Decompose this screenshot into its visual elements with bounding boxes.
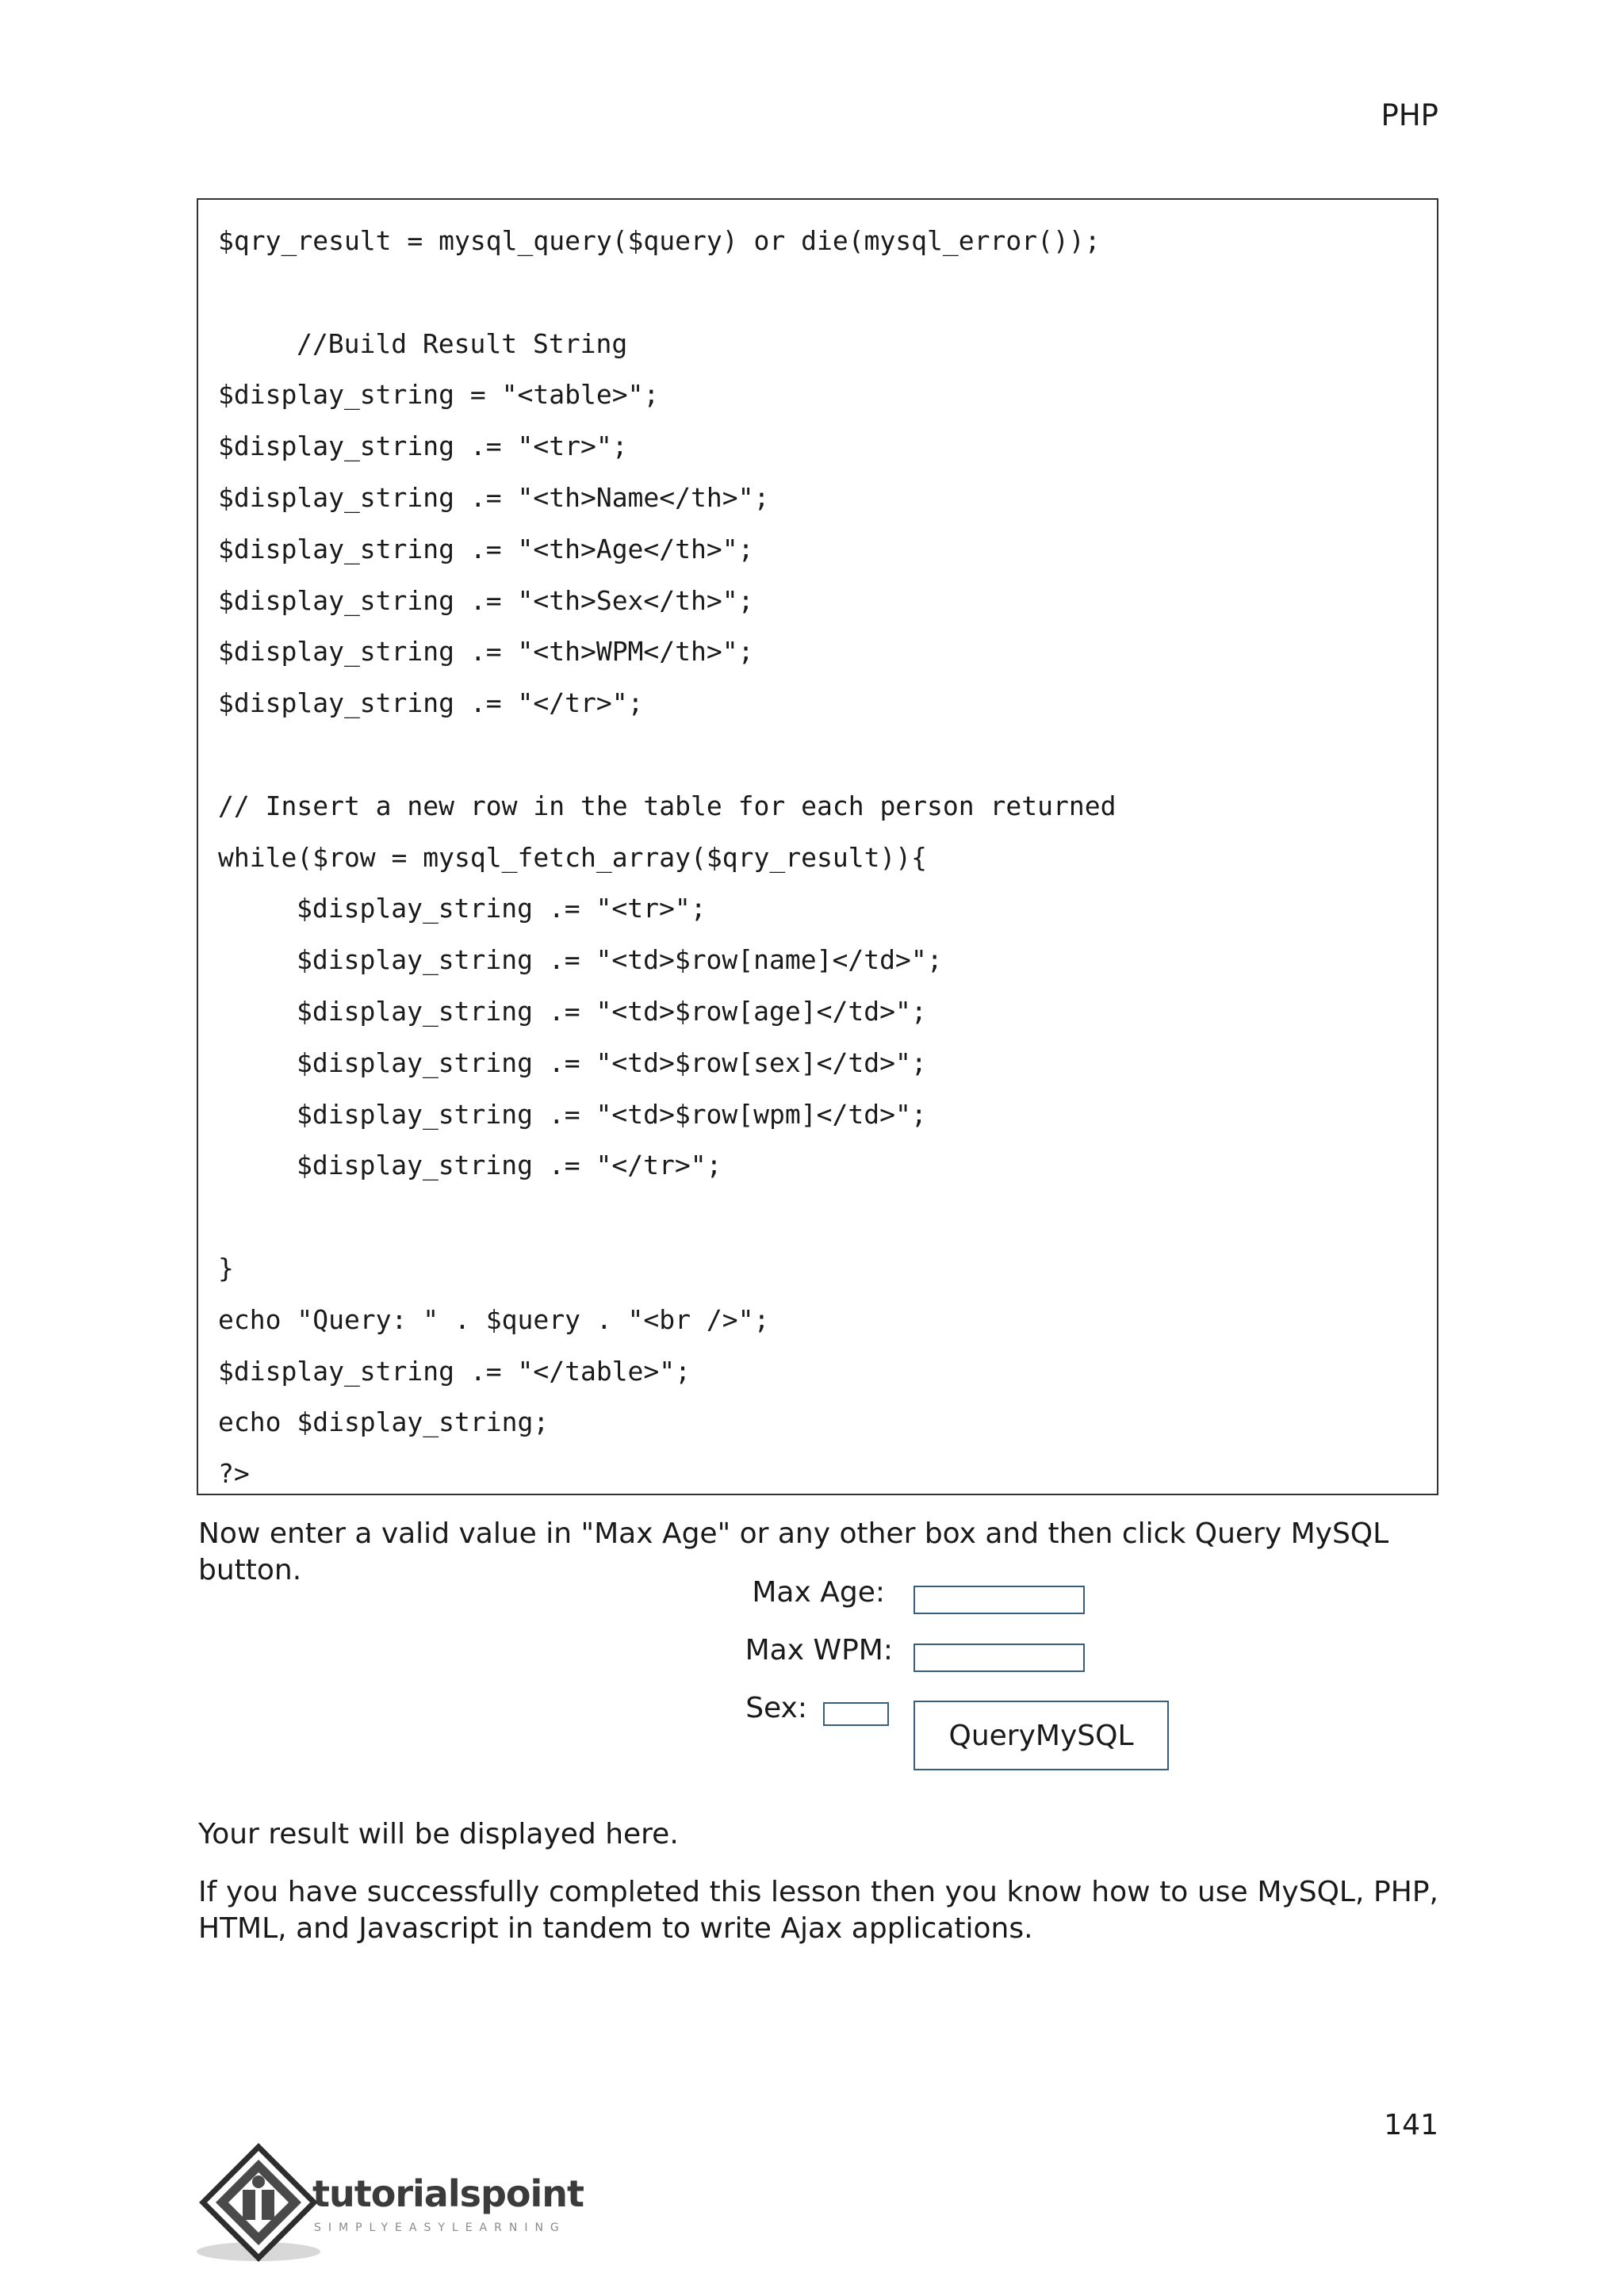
- conclusion-paragraph: If you have successfully completed this lesson then you know how to use MySQL, PHP, HTML, and Javascript in tandem to write Ajax applications.: [198, 1876, 1438, 1945]
- code-line: $display_string .= "<td>$row[sex]</td>";: [297, 1047, 927, 1078]
- code-line: while($row = mysql_fetch_array($qry_result)){: [218, 841, 928, 873]
- code-line: $display_string .= "<th>Age</th>";: [218, 533, 754, 564]
- code-line: $display_string .= "<th>Sex</th>";: [218, 584, 754, 616]
- code-line: echo $display_string;: [218, 1406, 550, 1438]
- code-line: $display_string .= "<td>$row[age]</td>";: [297, 995, 927, 1027]
- logo-wordmark: tutorialspoint: [312, 2172, 584, 2215]
- max-wpm-label: Max WPM:: [745, 1634, 893, 1667]
- sex-label: Sex:: [745, 1692, 807, 1724]
- section-header: PHP: [1381, 98, 1438, 132]
- code-line: $display_string .= "<tr>";: [218, 430, 628, 462]
- code-line: //Build Result String: [297, 327, 628, 359]
- code-line: $display_string .= "<td>$row[name]</td>";: [297, 944, 943, 976]
- code-line: $display_string .= "</tr>";: [218, 687, 644, 719]
- code-line: $display_string .= "</table>";: [218, 1355, 691, 1387]
- max-age-label: Max Age:: [752, 1576, 885, 1609]
- code-line: echo "Query: " . $query . "<br />";: [218, 1303, 770, 1335]
- query-mysql-button[interactable]: QueryMySQL: [914, 1701, 1169, 1770]
- code-line: $display_string .= "<th>Name</th>";: [218, 481, 770, 513]
- code-line: $display_string .= "<td>$row[wpm]</td>";: [297, 1098, 927, 1130]
- sex-select[interactable]: [823, 1702, 889, 1726]
- code-line: }: [218, 1252, 234, 1284]
- code-line: $display_string .= "</tr>";: [297, 1150, 722, 1181]
- result-paragraph: Your result will be displayed here.: [198, 1818, 679, 1850]
- max-age-input[interactable]: [914, 1586, 1085, 1614]
- code-line: $display_string = "<table>";: [218, 379, 660, 411]
- page-number: 141: [1384, 2109, 1438, 2141]
- code-line: $display_string .= "<tr>";: [297, 893, 707, 924]
- code-line: // Insert a new row in the table for each person returned: [218, 790, 1116, 821]
- code-line: $display_string .= "<th>WPM</th>";: [218, 636, 754, 668]
- code-block: [197, 198, 1438, 1495]
- max-wpm-input[interactable]: [914, 1644, 1085, 1672]
- code-line: [218, 1192, 1437, 1243]
- instruction-paragraph: Now enter a valid value in "Max Age" or any other box and then click Query MySQL button.: [198, 1517, 1389, 1586]
- code-line: $qry_result = mysql_query($query) or die(mysql_error());: [218, 225, 1101, 256]
- code-line: [218, 267, 1437, 319]
- tutorialspoint-logo: [195, 2141, 607, 2267]
- logo-tagline: SIMPLYEASYLEARNING: [314, 2221, 566, 2234]
- code-line: [218, 729, 1437, 781]
- code-line: ?>: [218, 1458, 250, 1490]
